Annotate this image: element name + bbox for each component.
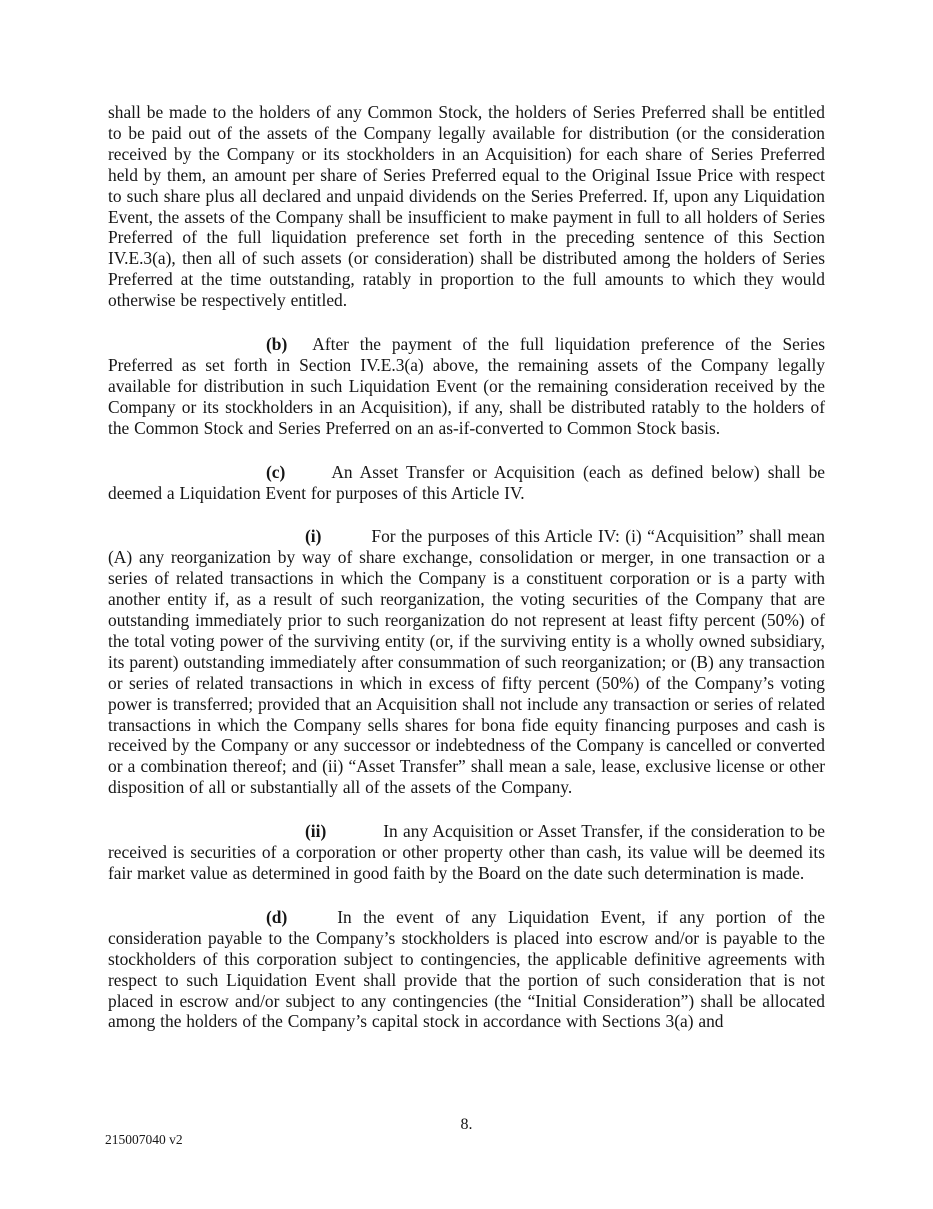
tab-space [287, 922, 337, 923]
paragraph-label: (d) [266, 906, 288, 927]
paragraph-text: In any Acquisition or Asset Transfer, if the consideration to be received is securities of a corporation or other property other than cash, its value will be deemed its fair market value as determined in good faith by the Board on the date such determination is made. [108, 821, 825, 883]
paragraph-label: (b) [266, 334, 288, 355]
page-number: 8. [460, 1116, 473, 1133]
paragraph-a-continuation [108, 102, 825, 311]
paragraph-ii [108, 821, 825, 884]
paragraph-d [108, 907, 825, 1032]
paragraph-text: shall be made to the holders of any Common Stock, the holders of Series Preferred shall be entitled to be paid out of the assets of the Company legally available for distribution (or the consideration received by the Company or its stockholders in an Acquisition) for each share of Series Preferred held by them, an amount per share of Series Preferred equal to the Original Issue Price with respect to such share plus all declared and unpaid dividends on the Series Preferred. If, upon any Liquidation Event, the assets of the Company shall be insufficient to make payment in full to all holders of Series Preferred of the full liquidation preference set forth in the preceding sentence of this Section IV.E.3(a), then all of such assets (or consideration) shall be distributed among the holders of Series Preferred at the time outstanding, ratably in proportion to the full amounts to which they would otherwise be respectively entitled. [108, 102, 825, 311]
paragraph-text: In the event of any Liquidation Event, if any portion of the consideration payable to the Company’s stockholders is placed into escrow and/or is payable to the stockholders of this corporation subject to contingencies, the applicable definitive agreements with respect to such Liquidation Event shall provide that the portion of such consideration that is not placed in escrow and/or subject to any contingencies (the “Initial Consideration”) shall be allocated among the holders of the Company’s capital stock in accordance with Sections 3(a) and [108, 906, 825, 1032]
tab-space [287, 349, 312, 350]
tab-space [285, 477, 331, 478]
paragraph-text: For the purposes of this Article IV: (i) “Acquisition” shall mean (A) any reorganization by way of share exchange, consolidation or merger, in one transaction or a series of related transactions in which the Company is a constituent corporation or is a party with another entity if, as a result of such reorganization, the voting securities of the Company that are outstanding immediately prior to such reorganization do not represent at least fifty percent (50%) of the total voting power of the surviving entity (or, if the surviving entity is a wholly owned subsidiary, its parent) outstanding immediately after consummation of such reorganization; or (B) any transaction or series of related transactions in which in excess of fifty percent (50%) of the Company’s voting power is transferred; provided that an Acquisition shall not include any transaction or series of related transactions in which the Company sells shares for bona fide equity financing purposes and cash is received by the Company or any successor or indebtedness of the Company is cancelled or converted or a combination thereof; and (ii) “Asset Transfer” shall mean a sale, lease, exclusive license or other disposition of all or substantially all of the assets of the Company. [108, 526, 825, 798]
paragraph-b [108, 334, 825, 439]
paragraph-text: After the payment of the full liquidation preference of the Series Preferred as set forth in Section IV.E.3(a) above, the remaining assets of the Company legally available for distribution in such Liquidation Event (or the remaining consideration received by the Company or its stockholders in an Acquisition), if any, shall be distributed ratably to the holders of the Common Stock and Series Preferred on an as-if-converted to Common Stock basis. [108, 334, 825, 438]
tab-space [321, 541, 371, 542]
paragraph-label: (ii) [305, 821, 327, 842]
paragraph-c [108, 462, 825, 504]
document-body [108, 102, 825, 1032]
paragraph-text: An Asset Transfer or Acquisition (each as defined below) shall be deemed a Liquidation Event for purposes of this Article IV. [108, 461, 825, 503]
paragraph-label: (c) [266, 461, 286, 482]
tab-space [326, 836, 383, 837]
document-id-footer: 215007040 v2 [105, 1132, 183, 1147]
paragraph-i [108, 526, 825, 798]
paragraph-label: (i) [305, 526, 322, 547]
